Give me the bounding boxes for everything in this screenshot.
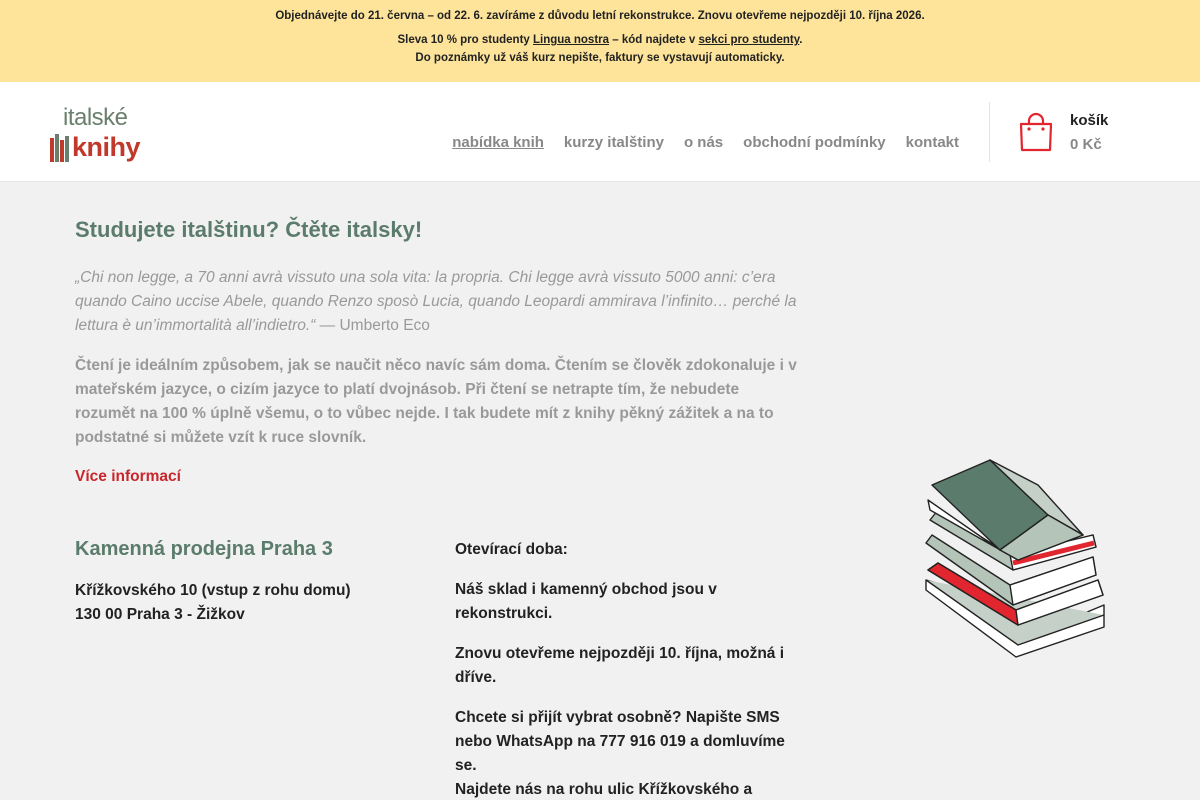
more-info-link[interactable]: Více informací: [75, 468, 181, 485]
main-nav: [432, 134, 959, 151]
book-stack-illustration: [918, 455, 1110, 665]
cart-button[interactable]: [1018, 110, 1158, 160]
address-line-1: Křížkovského 10 (vstup z rohu domu): [75, 582, 351, 599]
hours-paragraph-3: Chcete si přijít vybrat osobně? Napište SMS nebo WhatsApp na 777 916 019 a domluvíme se.: [455, 709, 785, 774]
notice-discount-text: Sleva 10 % pro studenty: [397, 34, 533, 46]
opening-hours: [455, 538, 805, 800]
hours-paragraph-2: Znovu otevřeme nejpozději 10. října, možná i dříve.: [455, 645, 785, 686]
logo-text-bottom: knihy: [72, 132, 141, 162]
site-logo[interactable]: [50, 104, 150, 166]
notice-banner: [0, 0, 1200, 82]
student-section-link[interactable]: sekci pro studenty: [698, 34, 800, 46]
notice-middle-text: – kód najdete v: [609, 34, 699, 46]
hours-paragraph-1: Náš sklad i kamenný obchod jsou v rekonstrukci.: [455, 581, 717, 622]
quote-text: „Chi non legge, a 70 anni avrà vissuto una sola vita: la propria. Chi legge avrà vissuto 5000 anni: c’era quando Caino uccise Abele, quando Renzo sposò Lucia, quando Leopardi ammirava l’infinito… perché la lettura è un’immortalità all’indietro.“: [75, 269, 797, 334]
notice-line-2: [0, 34, 1200, 46]
nav-item-books[interactable]: nabídka knih: [452, 134, 544, 151]
eco-quote: [75, 266, 800, 338]
logo-text-top: italské: [63, 104, 128, 131]
lingua-nostra-link[interactable]: Lingua nostra: [533, 34, 610, 46]
header-divider: [989, 102, 990, 162]
notice-line-3: Do poznámky už váš kurz nepište, faktury se vystavují automaticky.: [415, 52, 785, 64]
shopping-bag-icon: [1018, 112, 1054, 152]
nav-item-courses[interactable]: kurzy italštiny: [563, 134, 664, 151]
notice-line-1: Objednávejte do 21. června – od 22. 6. zavíráme z důvodu letní rekonstrukce. Znovu otevřeme nejpozději 10. října 2026.: [275, 10, 925, 22]
nav-item-terms[interactable]: obchodní podmínky: [743, 134, 886, 151]
opening-hours-title: Otevírací doba:: [455, 541, 568, 558]
page-title: Studujete italštinu? Čtěte italsky!: [75, 217, 423, 242]
site-header: [0, 82, 1200, 182]
nav-item-contact[interactable]: kontakt: [905, 134, 959, 151]
quote-author: — Umberto Eco: [315, 317, 430, 334]
nav-item-about[interactable]: o nás: [683, 134, 724, 151]
hours-paragraph-4: Najdete nás na rohu ulic Křížkovského a: [455, 781, 753, 798]
store-address: [75, 579, 351, 627]
cart-label: košík: [1070, 112, 1109, 129]
intro-paragraph: Čtení je ideálním způsobem, jak se naučit něco navíc sám doma. Čtením se člověk zdokonaluje i v mateřském jazyce, o cizím jazyce to platí dvojnásob. Při čtení se netrapte tím, že nebudete rozumět na 100 % úplně všemu, o to vůbec nejde. I tak budete mít z knihy pěkný zážitek a na to podstatné si můžete vzít k ruce slovník.: [75, 357, 797, 446]
logo-books-icon: [50, 134, 70, 162]
notice-suffix: .: [799, 34, 803, 46]
address-line-2: 130 00 Praha 3 - Žižkov: [75, 606, 245, 623]
cart-total: 0 Kč: [1070, 136, 1102, 153]
store-heading: Kamenná prodejna Praha 3: [75, 538, 333, 560]
